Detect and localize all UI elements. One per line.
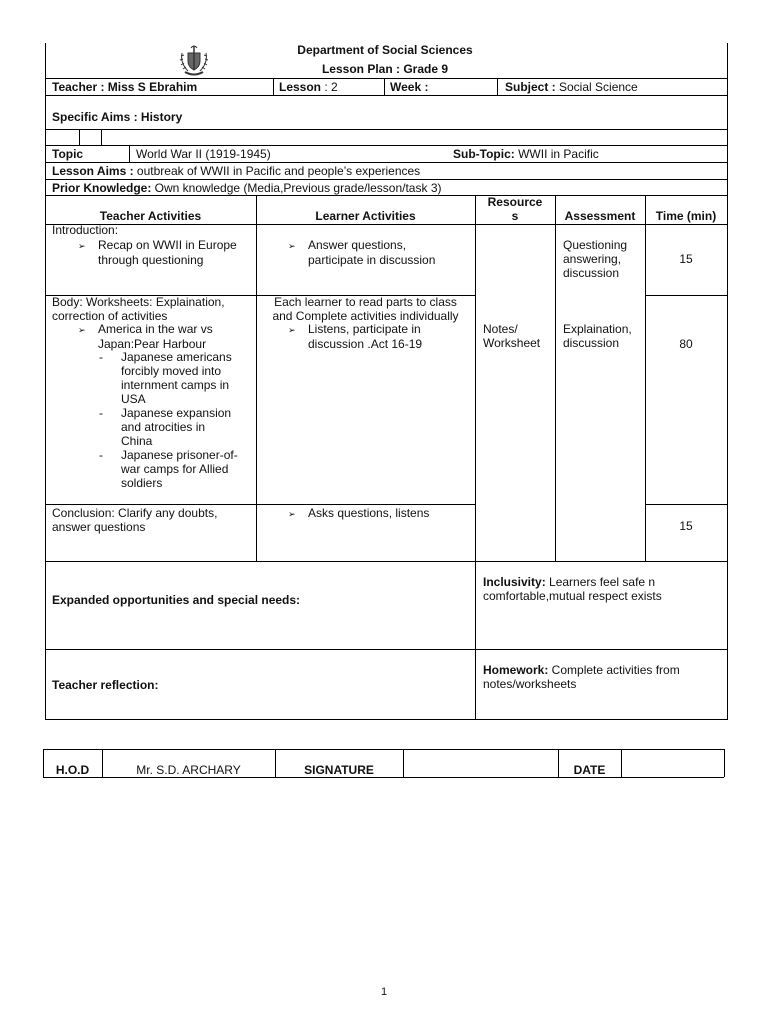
body-teacher-bullet-line2: Japan:Pear Harbour (98, 337, 207, 351)
dash2-line1: Japanese expansion (121, 406, 232, 420)
body-teacher-line1: Body: Worksheets: Explaination, (52, 295, 225, 309)
col-time: Time (min) (655, 209, 717, 223)
intro-assessment (563, 238, 627, 280)
conclusion-learner-line: Asks questions, listens (308, 506, 430, 520)
dash1-line3: internment camps in (121, 378, 230, 392)
lesson-aims (52, 164, 420, 178)
topic-value: World War II (1919-1945) (136, 147, 271, 161)
body-assessment-2: discussion (563, 336, 620, 350)
inclusivity-label: Inclusivity: (483, 575, 546, 589)
inclusivity-value-2: comfortable,mutual respect exists (483, 589, 662, 603)
body-learner-bullet (288, 322, 422, 351)
body-resources-1: Notes/ (483, 322, 518, 336)
intro-assessment-3: discussion (563, 266, 620, 280)
col-resources-line1: Resource (487, 195, 543, 209)
conclusion-time: 15 (679, 519, 693, 533)
intro-teacher-line2: through questioning (98, 253, 204, 267)
dash2-line2: and atrocities in (121, 420, 206, 434)
body-teacher-line2: correction of activities (52, 309, 168, 323)
conclusion-teacher-1: Conclusion: Clarify any doubts, (52, 506, 218, 520)
lesson-plan-title: Lesson Plan : Grade 9 (321, 62, 449, 76)
col-learner-activities: Learner Activities (315, 209, 416, 223)
subject (505, 80, 638, 94)
col-resources-line2: s (511, 209, 519, 223)
body-resources (483, 322, 540, 350)
dash1-line2: forcibly moved into (121, 364, 222, 378)
subtopic (453, 147, 599, 161)
body-teacher-intro (52, 295, 225, 323)
teacher-reflection-label: Teacher reflection: (52, 678, 159, 692)
body-learner-bullet-line2: discussion .Act 16-19 (308, 337, 423, 351)
body-learner-bullet-line1: Listens, participate in (308, 322, 421, 336)
prior-knowledge (52, 181, 442, 195)
dash3-line1: Japanese prisoner-of- (121, 448, 238, 462)
subject-label: Subject : (505, 80, 556, 94)
body-dash-item-1 (99, 350, 232, 406)
subject-value: Social Science (555, 80, 638, 94)
specific-aims: Specific Aims : History (52, 110, 183, 124)
arrow-bullet-icon: ➢ (288, 509, 296, 519)
arrow-bullet-icon: ➢ (288, 241, 296, 251)
homework-value-2: notes/worksheets (483, 677, 577, 691)
department-title: Department of Social Sciences (297, 43, 473, 57)
body-dash-item-2 (99, 406, 231, 448)
body-learner-intro (256, 295, 475, 323)
body-dash-item-3 (99, 448, 238, 490)
body-learner-line1: Each learner to read parts to class (274, 295, 457, 309)
dash-bullet: - (99, 406, 103, 420)
date-field[interactable] (622, 750, 724, 777)
topic-label: Topic (52, 147, 84, 161)
lesson-aims-label: Lesson Aims : (52, 164, 134, 178)
col-assessment: Assessment (564, 209, 636, 223)
col-resources (475, 195, 555, 223)
subtopic-label: Sub-Topic: (453, 147, 515, 161)
body-assessment-1: Explaination, (563, 322, 632, 336)
intro-assessment-2: answering, (563, 252, 622, 266)
prior-knowledge-value: Own knowledge (Media,Previous grade/lesson/task 3) (151, 181, 442, 195)
conclusion-teacher (52, 506, 217, 534)
body-time: 80 (679, 337, 693, 351)
intro-learner-bullet (288, 238, 435, 267)
date-label: DATE (573, 763, 606, 777)
lesson-number (279, 80, 338, 94)
page-number: 1 (380, 986, 388, 998)
intro-learner-line1: Answer questions, (308, 238, 407, 252)
body-teacher-bullet (78, 322, 213, 351)
col-teacher-activities: Teacher Activities (99, 209, 202, 223)
teacher-name: Teacher : Miss S Ebrahim (52, 80, 198, 94)
intro-heading: Introduction: (52, 223, 119, 237)
arrow-bullet-icon: ➢ (288, 325, 296, 335)
arrow-bullet-icon: ➢ (78, 325, 86, 335)
homework (483, 663, 680, 691)
lesson-label: Lesson (279, 80, 322, 94)
body-teacher-bullet-line1: America in the war vs (98, 322, 213, 336)
school-crest-logo (176, 43, 212, 77)
inclusivity (483, 575, 662, 603)
dash3-line3: soldiers (121, 476, 163, 490)
homework-value-1: Complete activities from (548, 663, 680, 677)
intro-time: 15 (679, 252, 693, 266)
inclusivity-value-1: Learners feel safe n (545, 575, 656, 589)
body-assessment (563, 322, 632, 350)
intro-teacher-bullet (78, 238, 237, 267)
dash1-line1: Japanese americans (121, 350, 232, 364)
homework-label: Homework: (483, 663, 549, 677)
body-learner-line2: and Complete activities individually (272, 309, 459, 323)
lesson-aims-value: outbreak of WWII in Pacific and people’s experiences (133, 164, 421, 178)
intro-learner-line2: participate in discussion (308, 253, 436, 267)
dash1-line4: USA (121, 392, 146, 406)
conclusion-teacher-2: answer questions (52, 520, 146, 534)
arrow-bullet-icon: ➢ (78, 241, 86, 251)
lesson-value: : 2 (321, 80, 338, 94)
subtopic-value: WWII in Pacific (514, 147, 599, 161)
prior-knowledge-label: Prior Knowledge: (52, 181, 152, 195)
conclusion-learner-bullet (288, 506, 429, 521)
expanded-opportunities-label: Expanded opportunities and special needs: (52, 593, 301, 607)
signature-label: SIGNATURE (304, 763, 374, 777)
signature-field[interactable] (404, 750, 558, 777)
intro-assessment-1: Questioning (563, 238, 628, 252)
hod-name: Mr. S.D. ARCHARY (136, 763, 241, 777)
hod-label: H.O.D (55, 763, 90, 777)
week-label: Week : (390, 80, 429, 94)
intro-teacher-line1: Recap on WWII in Europe (98, 238, 237, 252)
dash-bullet: - (99, 448, 103, 462)
dash2-line3: China (121, 434, 153, 448)
dash-bullet: - (99, 350, 103, 364)
body-resources-2: Worksheet (483, 336, 541, 350)
dash3-line2: war camps for Allied (121, 462, 229, 476)
